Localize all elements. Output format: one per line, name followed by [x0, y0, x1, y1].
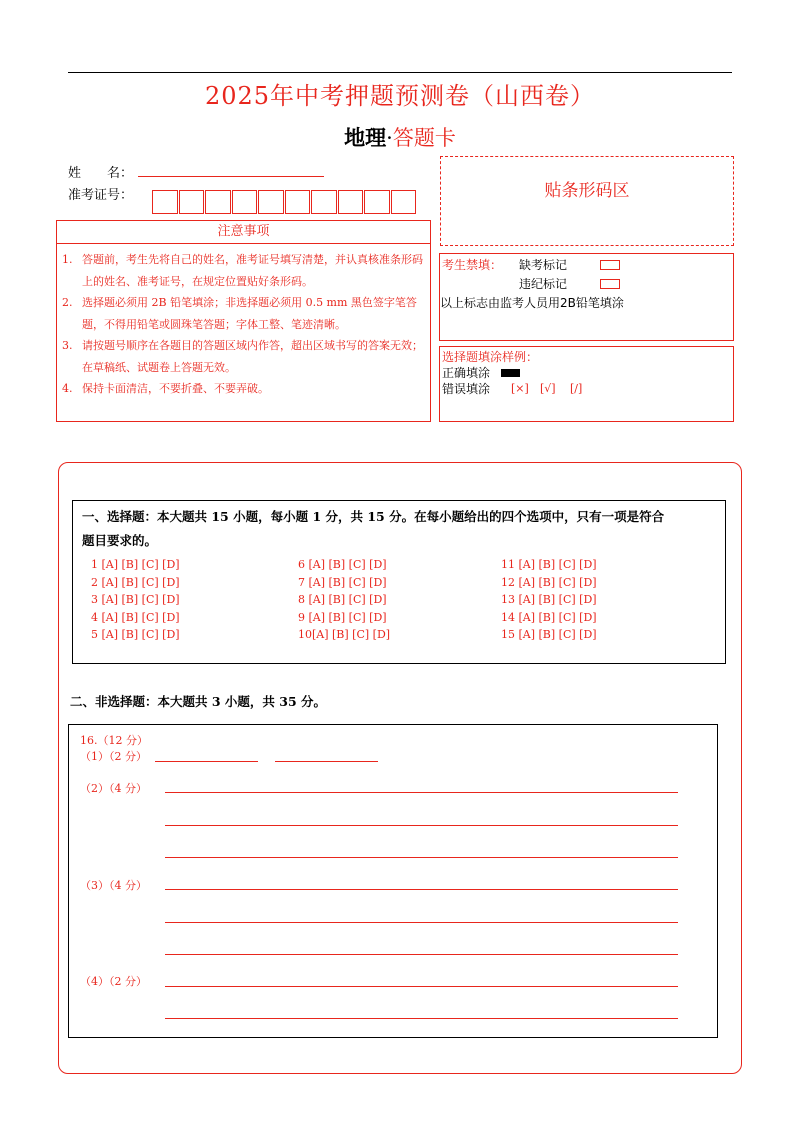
id-digit-box[interactable] [364, 190, 390, 214]
subject-name: 地理 [344, 125, 387, 150]
violation-mark-box[interactable] [600, 279, 620, 289]
section2-title: 二、非选择题：本大题共 3 小题，共 35 分。 [70, 694, 327, 709]
id-digit-box[interactable] [338, 190, 364, 214]
answer-line[interactable] [165, 857, 678, 858]
mc-question-row[interactable]: 2 [A] [B] [C] [D] [91, 575, 180, 589]
mc-question-row[interactable]: 12 [A] [B] [C] [D] [501, 575, 597, 589]
notice-item [62, 335, 426, 378]
id-digit-box[interactable] [232, 190, 258, 214]
exam-id-boxes[interactable] [152, 190, 417, 214]
mc-question-row[interactable]: 10[A] [B] [C] [D] [298, 628, 391, 641]
mc-column-2 [298, 558, 390, 646]
section1-title-line: 一、选择题：本大题共 15 小题，每小题 1 分，共 15 分。在每小题给出的四个选项中，只有一项是符合 [82, 509, 665, 524]
notice-item [62, 249, 426, 292]
part-4-label: （4）（2 分） [80, 975, 147, 988]
exam-title: 2025年中考押题预测卷（山西卷） [204, 82, 596, 110]
wrong-mark-slash: [/] [570, 382, 583, 395]
notice-text: 保持卡面清洁，不要折叠、不要弄破。 [82, 382, 269, 395]
wrong-mark-cross: [×] [511, 382, 529, 395]
mc-question-row[interactable]: 4 [A] [B] [C] [D] [91, 610, 180, 624]
mc-question-row[interactable]: 1 [A] [B] [C] [D] [91, 558, 180, 571]
id-digit-box[interactable] [179, 190, 205, 214]
section1-title-line: 题目要求的。 [82, 533, 158, 548]
correct-fill-label: 正确填涂 [442, 366, 491, 380]
id-digit-box[interactable] [285, 190, 311, 214]
barcode-label: 贴条形码区 [544, 181, 630, 201]
mc-question-row[interactable]: 7 [A] [B] [C] [D] [298, 575, 387, 589]
question-16-box [68, 724, 718, 1038]
answer-line[interactable] [275, 761, 378, 762]
notice-text: 选择题必须用 2B 铅笔填涂；非选择题必须用 0.5 mm 黑色签字笔答题，不得用铅笔或圆珠笔答题；字体工整、笔迹清晰。 [82, 296, 417, 331]
mc-column-1 [91, 558, 180, 646]
wrong-mark-check: [√] [540, 382, 556, 395]
mc-question-row[interactable]: 5 [A] [B] [C] [D] [91, 628, 180, 641]
barcode-area [440, 156, 734, 246]
id-digit-box[interactable] [311, 190, 337, 214]
mc-question-row[interactable]: 6 [A] [B] [C] [D] [298, 558, 387, 571]
mc-question-row[interactable]: 3 [A] [B] [C] [D] [91, 593, 180, 606]
title-separator: · [386, 126, 393, 150]
card-title [0, 122, 800, 152]
notice-item [62, 378, 426, 400]
mc-question-row[interactable]: 13 [A] [B] [C] [D] [501, 593, 597, 606]
mc-question-row[interactable]: 14 [A] [B] [C] [D] [501, 610, 597, 624]
answer-line[interactable] [165, 1018, 678, 1019]
notice-num: 1. [62, 253, 73, 266]
id-digit-box[interactable] [258, 190, 284, 214]
part-2-label: （2）（4 分） [80, 782, 147, 795]
top-rule [68, 72, 732, 73]
answer-line[interactable] [165, 986, 678, 987]
fill-sample-title: 选择题填涂样例： [442, 350, 539, 364]
notice-num: 4. [62, 382, 73, 395]
mc-question-row[interactable]: 15 [A] [B] [C] [D] [501, 628, 597, 641]
answer-line[interactable] [165, 922, 678, 923]
notice-text: 请按题号顺序在各题目的答题区域内作答，超出区域书写的答案无效；在草稿纸、试题卷上答题无效。 [82, 339, 423, 374]
proctor-note: 以上标志由监考人员用2B铅笔填涂 [440, 296, 624, 310]
notice-num: 2. [62, 296, 73, 309]
mc-question-row[interactable]: 11 [A] [B] [C] [D] [501, 558, 597, 571]
answer-line[interactable] [165, 825, 678, 826]
id-digit-box[interactable] [391, 190, 417, 214]
proctor-only-label: 考生禁填： [442, 258, 503, 272]
id-digit-box[interactable] [152, 190, 178, 214]
answer-line[interactable] [165, 889, 678, 890]
wrong-fill-label: 错误填涂 [442, 382, 491, 396]
absent-mark-label: 缺考标记 [519, 258, 568, 272]
question-16-title: 16.（12 分） [80, 734, 148, 747]
mc-question-row[interactable]: 8 [A] [B] [C] [D] [298, 593, 387, 606]
correct-fill-mark [501, 369, 520, 377]
notice-title: 注意事项 [56, 220, 431, 244]
id-digit-box[interactable] [205, 190, 231, 214]
absent-mark-box[interactable] [600, 260, 620, 270]
part-3-label: （3）（4 分） [80, 879, 147, 892]
card-label: 答题卡 [392, 126, 456, 150]
answer-line[interactable] [155, 761, 258, 762]
name-label: 姓 名： [68, 166, 134, 181]
notice-item [62, 292, 426, 335]
section1-title [82, 505, 722, 553]
mc-column-3 [501, 558, 597, 646]
violation-mark-label: 违纪标记 [519, 277, 568, 291]
notice-text: 答题前，考生先将自己的姓名，准考证号填写清楚，并认真核准条形码上的姓名、准考证号，在规定位置贴好条形码。 [82, 253, 423, 288]
notice-list [62, 249, 426, 400]
part-1-label: （1）（2 分） [80, 750, 147, 763]
answer-line[interactable] [165, 954, 678, 955]
answer-line[interactable] [165, 792, 678, 793]
notice-num: 3. [62, 339, 73, 352]
mc-question-row[interactable]: 9 [A] [B] [C] [D] [298, 610, 387, 624]
name-field[interactable] [138, 176, 324, 177]
id-label: 准考证号： [68, 188, 134, 203]
